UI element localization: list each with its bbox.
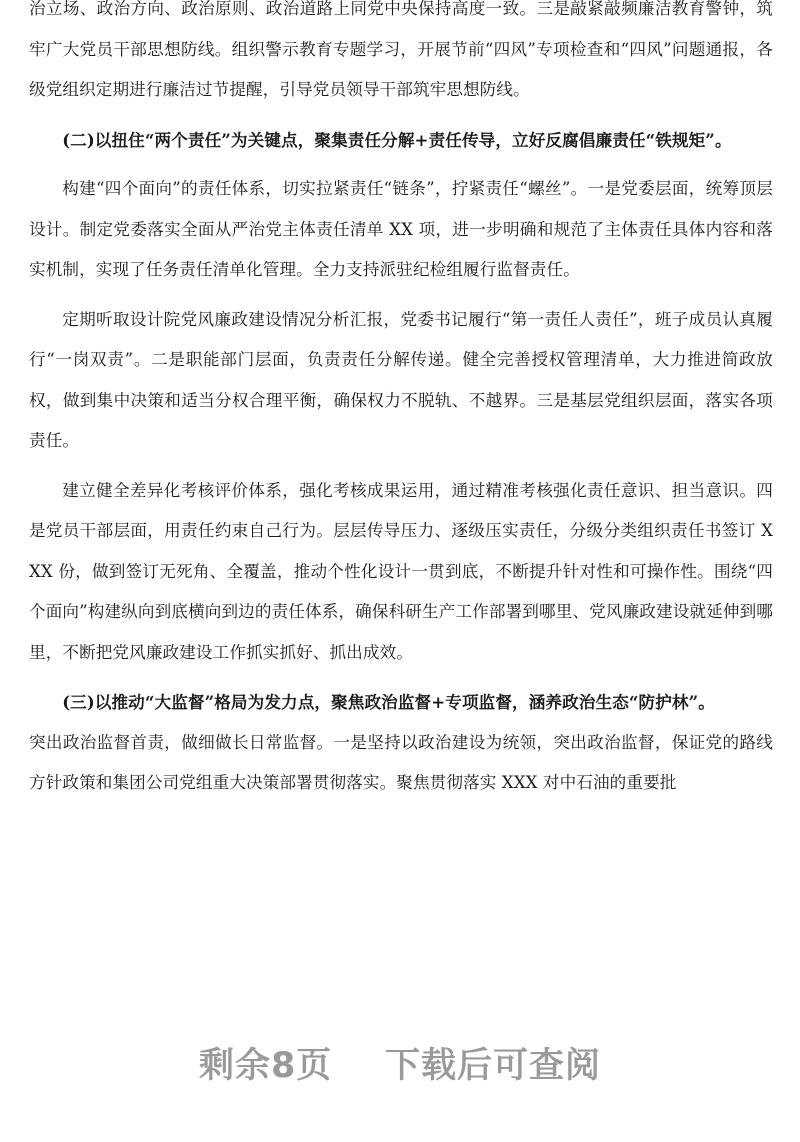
paragraph-political-supervision: 突出政治监督首责，做细做长日常监督。一是坚持以政治建设为统领，突出政治监督，保证党的路线方针政策和集团公司党组重大决策部署贯彻落实。聚焦贯彻落实 XXX 对中石油的重要批 — [29, 732, 773, 792]
paragraph-continued-intro: 治立场、政治方向、政治原则、政治道路上同党中央保持高度一致。三是敲紧敲频廉洁教育警钟，筑牢广大党员干部思想防线。组织警示教育专题学习，开展节前“四风”专项检查和“四风”问题通报，各级党组织定期进行廉洁过节提醒，引导党员领导干部筑牢思想防线。 — [29, 0, 773, 99]
paragraph-party-committee-report: 定期听取设计院党风廉政建设情况分析汇报，党委书记履行“第一责任人责任”，班子成员认真履行“一岗双责”。二是职能部门层面，负责责任分解传递。健全完善授权管理清单，大力推进简政放权，做到集中决策和适当分权合理平衡，确保权力不脱轨、不越界。三是基层党组织层面，落实各项责任。 — [29, 309, 773, 450]
remaining-pages-notice: 剩余8页 下载后可查阅 — [198, 1046, 602, 1086]
document-body — [29, 0, 773, 804]
paragraph-assessment-system: 建立健全差异化考核评价体系，强化考核成果运用，通过精准考核强化责任意识、担当意识。四是党员干部层面，用责任约束自己行为。层层传导压力、逐级压实责任，分级分类组织责任书签订 XXX 份，做到签订无死角、全覆盖，推动个性化设计一贯到底，不断提升针对性和可操作性。围绕“四个面向”构建纵向到底横向到边的责任体系，确保科研生产工作部署到哪里、党风廉政建设就延伸到哪里，不断把党风廉政建设工作抓实抓好、抓出成效。 — [29, 480, 773, 662]
section-heading-3: (三)以推动“大监督”格局为发力点，聚焦政治监督+专项监督，涵养政治生态“防护林”。 — [62, 692, 715, 712]
section-heading-2: (二)以扭住“两个责任”为关键点，聚集责任分解+责任传导，立好反腐倡廉责任“铁规矩”。 — [62, 129, 732, 150]
paragraph-responsibility-system: 构建“四个面向”的责任体系，切实拉紧责任“链条”，拧紧责任“螺丝”。一是党委层面，统筹顶层设计。制定党委落实全面从严治党主体责任清单 XX 项，进一步明确和规范了主体责任具体内容和落实机制，实现了任务责任清单化管理。全力支持派驻纪检组履行监督责任。 — [29, 179, 773, 279]
